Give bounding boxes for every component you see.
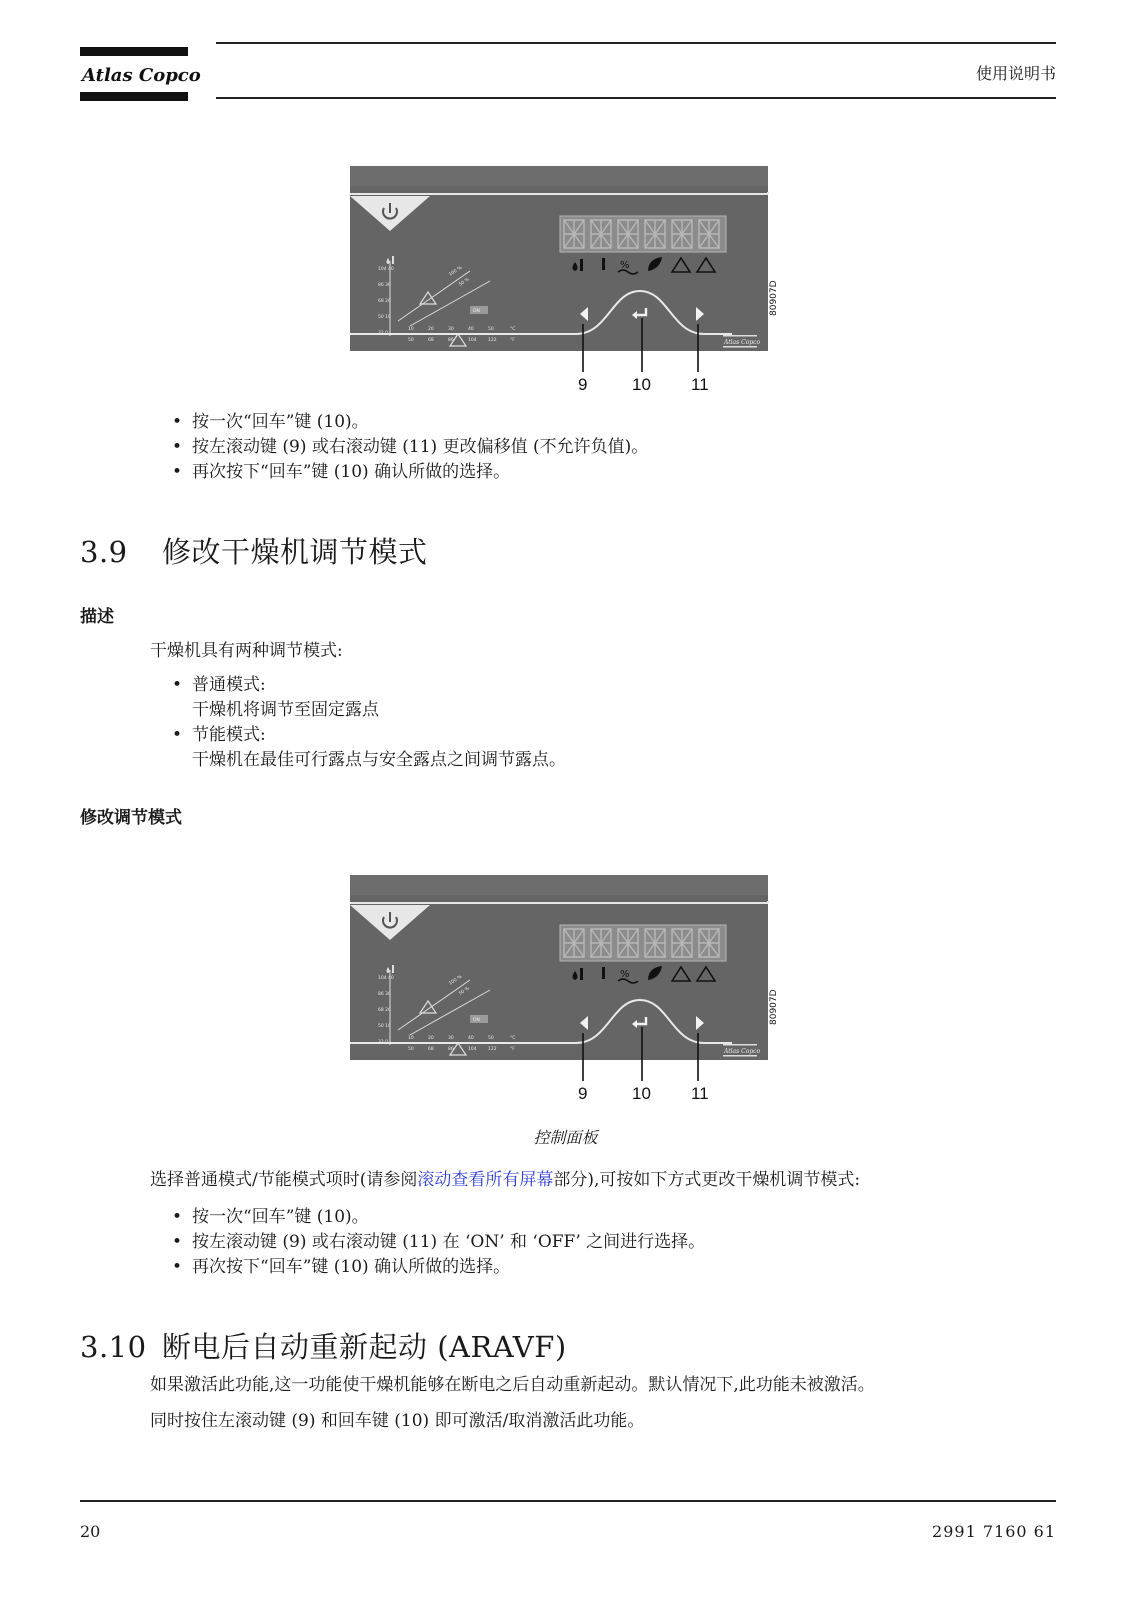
section-title: 断电后自动重新起动 (ARAVF) — [162, 1330, 567, 1364]
document-number: 2991 7160 61 — [932, 1522, 1056, 1541]
aravf-paragraph-2: 同时按住左滚动键 (9) 和回车键 (10) 即可激活/取消激活此功能。 — [150, 1411, 645, 1431]
list-item: • 再次按下“回车”键 (10) 确认所做的选择。 — [170, 460, 1030, 485]
diagonal-label: 50 % — [458, 277, 471, 288]
display-digit — [645, 220, 665, 248]
scale-label: 86 30 — [378, 992, 391, 997]
svg-text:80907D: 80907D — [769, 280, 779, 316]
control-panel-diagram — [350, 166, 780, 406]
atlas-copco-logo — [80, 47, 201, 101]
callout-label: 10 — [632, 1084, 651, 1103]
x-label-f: 122 — [488, 1047, 497, 1052]
callout-label: 10 — [632, 375, 651, 394]
list-item — [170, 723, 1030, 773]
scale-label: 104 40 — [378, 976, 394, 981]
page-number: 20 — [80, 1522, 101, 1541]
scale-label: 68 20 — [378, 299, 391, 304]
display-digit — [618, 220, 638, 248]
scroll-screens-link[interactable]: 滚动查看所有屏幕 — [417, 1170, 554, 1190]
mode-steps-list — [170, 1205, 1030, 1280]
diagonal-label: 100 % — [448, 265, 464, 278]
mode-desc: 干燥机在最佳可行露点与安全露点之间调节露点。 — [192, 750, 566, 770]
x-label-f: 104 — [468, 1047, 477, 1052]
display-digit — [699, 220, 719, 248]
unit-label: °C — [510, 1036, 516, 1041]
modes-intro: 干燥机具有两种调节模式: — [150, 641, 343, 661]
unit-label: °F — [510, 1047, 515, 1052]
callout-label: 9 — [578, 1084, 588, 1103]
header-rule-bottom — [216, 97, 1056, 99]
x-label-f: 68 — [428, 1047, 434, 1052]
figure-caption: 控制面板 — [533, 1128, 598, 1147]
scale-label: 32 0 — [378, 331, 389, 336]
display-digit — [645, 929, 665, 957]
footer-rule — [80, 1500, 1056, 1502]
svg-text:ON: ON — [473, 309, 480, 314]
temperature-icon — [602, 258, 605, 270]
display-digit — [699, 929, 719, 957]
scale-label: 68 20 — [378, 1008, 391, 1013]
callout-label: 9 — [578, 375, 588, 394]
svg-text:ON: ON — [473, 1018, 480, 1023]
section-title: 修改干燥机调节模式 — [162, 535, 428, 569]
diagonal-label: 100 % — [448, 974, 464, 987]
svg-text:Atlas Copco: Atlas Copco — [724, 1048, 761, 1055]
unit-label: °C — [510, 327, 516, 332]
x-label-c: 50 — [488, 327, 494, 332]
x-label-c: 50 — [488, 1036, 494, 1041]
x-label-f: 86 — [448, 338, 454, 343]
display-digit — [591, 220, 611, 248]
section-heading-3-9 — [80, 530, 428, 571]
display-digit — [672, 929, 692, 957]
scale-label: 86 30 — [378, 283, 391, 288]
x-label-f: 122 — [488, 338, 497, 343]
temperature-icon — [602, 967, 605, 979]
section-number: 3.9 — [80, 535, 128, 569]
svg-text:%: % — [620, 969, 630, 980]
display-digit — [591, 929, 611, 957]
display-digit — [564, 220, 584, 248]
offset-steps-list — [170, 410, 1030, 485]
x-label-f: 50 — [408, 338, 414, 343]
section-heading-3-10 — [80, 1325, 567, 1366]
x-label-c: 10 — [408, 1036, 414, 1041]
unit-label: °F — [510, 338, 515, 343]
list-item: • 按左滚动键 (9) 或右滚动键 (11) 更改偏移值 (不允许负值)。 — [170, 435, 1030, 460]
svg-text:%: % — [620, 260, 630, 271]
scale-label: 32 0 — [378, 1040, 389, 1045]
aravf-paragraph-1: 如果激活此功能,这一功能使干燥机能够在断电之后自动重新起动。默认情况下,此功能未被激活。 — [150, 1375, 875, 1395]
logo-text: Atlas Copco — [82, 65, 201, 86]
scale-label: 50 10 — [378, 1024, 391, 1029]
scale-label: 104 40 — [378, 267, 394, 272]
mode-name: • 普通模式: — [192, 675, 266, 695]
display-digit — [672, 220, 692, 248]
x-label-c: 10 — [408, 327, 414, 332]
mode-change-paragraph — [150, 1167, 1050, 1193]
x-label-c: 30 — [448, 1036, 454, 1041]
x-label-c: 30 — [448, 327, 454, 332]
paragraph-text: 部分),可按如下方式更改干燥机调节模式: — [553, 1170, 861, 1190]
diagonal-label: 50 % — [458, 986, 471, 997]
paragraph-text: 选择普通模式/节能模式项时(请参阅 — [150, 1170, 418, 1190]
callout-label: 11 — [691, 375, 709, 394]
x-label-c: 20 — [428, 1036, 434, 1041]
x-label-f: 86 — [448, 1047, 454, 1052]
x-label-c: 20 — [428, 327, 434, 332]
scale-label: 50 10 — [378, 315, 391, 320]
x-label-c: 40 — [468, 327, 474, 332]
section-number: 3.10 — [80, 1330, 147, 1364]
list-item: • 按左滚动键 (9) 或右滚动键 (11) 在 ‘ON’ 和 ‘OFF’ 之间进行选择。 — [170, 1230, 1030, 1255]
subheading-description: 描述 — [80, 607, 114, 627]
subheading-change-mode: 修改调节模式 — [80, 808, 182, 828]
header-rule-top — [216, 42, 1056, 44]
x-label-f: 50 — [408, 1047, 414, 1052]
x-label-f: 104 — [468, 338, 477, 343]
control-panel-diagram — [350, 875, 780, 1115]
display-digit — [564, 929, 584, 957]
list-item: • 再次按下“回车”键 (10) 确认所做的选择。 — [170, 1255, 1030, 1280]
header-title: 使用说明书 — [975, 64, 1056, 83]
modes-list — [170, 673, 1030, 773]
list-item: • 按一次“回车”键 (10)。 — [170, 1205, 1030, 1230]
mode-name: • 节能模式: — [192, 725, 266, 745]
list-item — [170, 673, 1030, 723]
mode-desc: 干燥机将调节至固定露点 — [192, 700, 379, 720]
svg-text:Atlas Copco: Atlas Copco — [724, 339, 761, 346]
display-digit — [618, 929, 638, 957]
x-label-c: 40 — [468, 1036, 474, 1041]
list-item: • 按一次“回车”键 (10)。 — [170, 410, 1030, 435]
callout-label: 11 — [691, 1084, 709, 1103]
svg-text:80907D: 80907D — [769, 989, 779, 1025]
x-label-f: 68 — [428, 338, 434, 343]
